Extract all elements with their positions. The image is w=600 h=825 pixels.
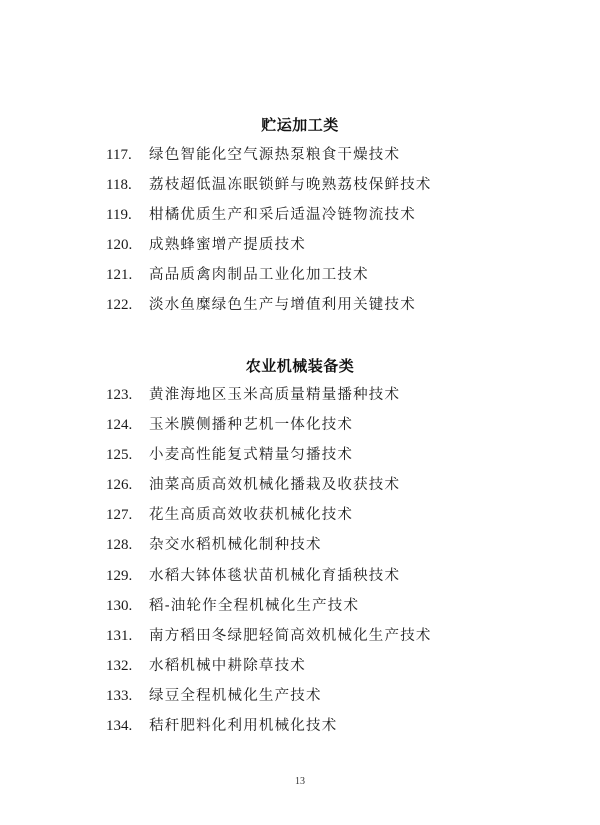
list-item (106, 170, 432, 200)
list-item (106, 440, 432, 470)
item-text: 花生高质高效收获机械化技术 (149, 507, 354, 524)
item-text: 绿色智能化空气源热泵粮食干燥技术 (149, 147, 401, 163)
item-number: 126. (106, 477, 133, 494)
item-number: 128. (106, 537, 133, 554)
list-item (106, 500, 432, 530)
item-number: 122. (106, 297, 133, 314)
item-number: 131. (106, 627, 133, 644)
list-item (106, 200, 432, 230)
item-number: 132. (106, 657, 133, 674)
item-number: 118. (106, 177, 132, 194)
list-item (106, 530, 432, 560)
item-text: 淡水鱼糜绿色生产与增值利用关键技术 (149, 297, 416, 314)
technology-list-storage-processing (106, 140, 432, 321)
item-text: 柑橘优质生产和采后适温冷链物流技术 (149, 207, 416, 224)
item-text: 水稻机械中耕除草技术 (149, 657, 306, 674)
list-item (106, 470, 432, 500)
item-text: 玉米膜侧播种艺机一体化技术 (149, 417, 354, 434)
item-text: 荔枝超低温冻眠锁鲜与晚熟荔枝保鲜技术 (149, 177, 432, 194)
item-text: 水稻大钵体毯状苗机械化育插秧技术 (149, 567, 401, 584)
list-item (106, 380, 432, 410)
item-number: 125. (106, 447, 133, 464)
list-item (106, 290, 432, 320)
item-number: 130. (106, 597, 133, 614)
item-number: 127. (106, 507, 133, 524)
item-number: 124. (106, 417, 133, 434)
item-text: 秸秆肥料化利用机械化技术 (149, 718, 338, 735)
list-item (106, 681, 432, 711)
list-item (106, 260, 432, 290)
item-text: 南方稻田冬绿肥轻简高效机械化生产技术 (149, 627, 432, 644)
list-item (106, 621, 432, 651)
item-number: 129. (106, 567, 133, 584)
item-text: 小麦高性能复式精量匀播技术 (149, 447, 354, 464)
item-number: 119. (106, 207, 132, 224)
list-item (106, 711, 432, 741)
list-item (106, 140, 432, 170)
section-heading-agricultural-machinery: 农业机械装备类 (245, 357, 355, 375)
list-item (106, 230, 432, 260)
item-text: 成熟蜂蜜增产提质技术 (149, 237, 306, 254)
item-text: 杂交水稻机械化制种技术 (149, 537, 322, 554)
list-item (106, 591, 432, 621)
list-item (106, 410, 432, 440)
section-heading-storage-processing: 贮运加工类 (261, 116, 339, 134)
item-number: 133. (106, 687, 133, 704)
page-number: 13 (295, 776, 305, 787)
item-text: 油菜高质高效机械化播栽及收获技术 (149, 477, 401, 494)
item-text: 黄淮海地区玉米高质量精量播种技术 (149, 387, 401, 403)
item-text: 高品质禽肉制品工业化加工技术 (149, 267, 369, 284)
item-text: 稻-油轮作全程机械化生产技术 (149, 597, 360, 614)
item-number: 123. (106, 387, 133, 403)
item-number: 134. (106, 718, 133, 735)
item-text: 绿豆全程机械化生产技术 (149, 687, 322, 704)
item-number: 117. (106, 147, 132, 163)
item-number: 120. (106, 237, 133, 254)
list-item (106, 561, 432, 591)
item-number: 121. (106, 267, 133, 284)
list-item (106, 651, 432, 681)
technology-list-agricultural-machinery (106, 380, 432, 741)
